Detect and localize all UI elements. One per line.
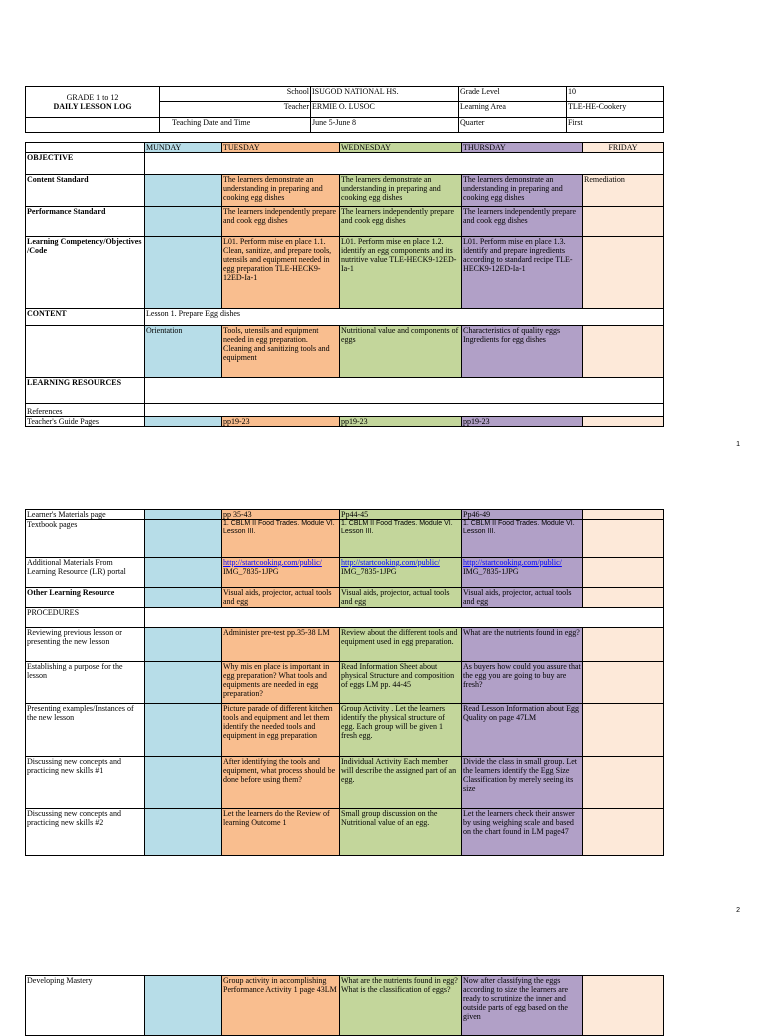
objective-blank [145,153,664,175]
day-friday: FRIDAY [583,143,664,153]
learners-materials-label: Learner's Materials page [26,510,145,520]
reviewing-tue: Administer pre-test pp.35-38 LM [222,628,340,662]
grade-text: GRADE 1 to 12 [66,93,119,102]
other-resource-tue: Visual aids, projector, actual tools and egg [222,588,340,608]
school-value: ISUGOD NATIONAL HS. [311,87,459,102]
additional-tue [222,558,340,588]
competency-thu: L01. Perform mise en place 1.3. identify and prepare ingredients according to standard recipe TLE-HECK9-12ED-Ia-1 [462,237,583,309]
presenting-label: Presenting examples/Instances of the new lesson [26,704,145,757]
textbook-wed: 1. CBLM II Food Trades. Module VI. Lesson III. [340,520,462,558]
discussing2-mon [145,809,222,856]
content-wed: Nutritional value and components of eggs [340,326,462,378]
teacher-label: Teacher [160,102,311,118]
presenting-fri [583,704,664,757]
content-fri [583,326,664,378]
page-number-2 [736,907,740,914]
discussing1-label: Discussing new concepts and practicing new skills #1 [26,757,145,809]
content-row-blank [26,326,145,378]
mastery-thu: Now after classifying the eggs according to size the learners are ready to scrutinize the inner and outside parts of egg based on the given [462,976,583,1036]
mastery-fri [583,976,664,1036]
content-mon: Orientation [145,326,222,378]
blank-header-cell [26,118,160,133]
mastery-wed: What are the nutrients found in egg? What is the classification of eggs? [340,976,462,1036]
quarter-label: Quarter [459,118,567,133]
textbook-tue: 1. CBLM II Food Trades. Module VI. Lesson III. [222,520,340,558]
references-label: References [26,404,145,417]
page-number-1 [736,441,740,448]
grade-level-label: Grade Level [459,87,567,102]
day-header-blank [26,143,145,153]
purpose-tue: Why mis en place is important in egg preparation? What tools and equipments are needed in egg preparation? [222,662,340,704]
grade-label [26,87,160,118]
additional-tue-file: IMG_7835-1JPG [223,567,279,576]
discussing2-wed: Small group discussion on the Nutritional value of an egg. [340,809,462,856]
discussing2-fri [583,809,664,856]
competency-tue: L01. Perform mise en place 1.1. Clean, sanitize, and prepare tools, utensils and equipment needed in egg preparation TLE-HECK9-12ED-Ia-1 [222,237,340,309]
lesson-table-page3 [25,975,664,1036]
learners-materials-thu: Pp46-49 [462,510,583,520]
additional-thu-link[interactable]: http://startcooking.com/public/ [463,558,562,567]
discussing2-thu: Let the learners check their answer by using weighing scale and based on the chart found in LM page47 [462,809,583,856]
content-standard-label: Content Standard [26,175,145,207]
mastery-label: Developing Mastery [26,976,145,1036]
quarter-value: First [567,118,664,133]
other-resource-thu: Visual aids, projector, actual tools and egg [462,588,583,608]
procedures-blank [145,608,664,628]
learners-materials-fri [583,510,664,520]
day-wednesday: WEDNESDAY [340,143,462,153]
learners-materials-mon [145,510,222,520]
performance-standard-mon [145,207,222,237]
teachers-guide-mon [145,417,222,427]
performance-standard-thu: The learners independently prepare and cook egg dishes [462,207,583,237]
other-resource-mon [145,588,222,608]
additional-fri [583,558,664,588]
content-standard-fri: Remediation [583,175,664,207]
additional-thu [462,558,583,588]
other-resource-label: Other Learning Resource [26,588,145,608]
presenting-mon [145,704,222,757]
grade-level-value: 10 [567,87,664,102]
date-label: Teaching Date and Time [160,118,311,133]
presenting-tue: Picture parade of different kitchen tools and equipment and let them identify the needed tools and equipment in egg preparation [222,704,340,757]
competency-fri [583,237,664,309]
teachers-guide-label: Teacher's Guide Pages [26,417,145,427]
log-title: DAILY LESSON LOG [53,102,132,111]
content-standard-tue: The learners demonstrate an understanding in preparing and cooking egg dishes [222,175,340,207]
textbook-mon [145,520,222,558]
performance-standard-tue: The learners independently prepare and cook egg dishes [222,207,340,237]
content-standard-wed: The learners demonstrate an understanding in preparing and cooking egg dishes [340,175,462,207]
purpose-fri [583,662,664,704]
additional-mon [145,558,222,588]
learning-resources-blank [145,378,664,404]
learning-resources-heading: LEARNING RESOURCES [26,378,145,404]
content-tue: Tools, utensils and equipment needed in egg preparation. Cleaning and sanitizing tools and equipment [222,326,340,378]
mastery-mon [145,976,222,1036]
day-tuesday: TUESDAY [222,143,340,153]
other-resource-fri [583,588,664,608]
header-table [25,86,664,133]
additional-tue-link[interactable]: http://startcooking.com/public/ [223,558,322,567]
discussing2-tue: Let the learners do the Review of learning Outcome 1 [222,809,340,856]
reviewing-mon [145,628,222,662]
reviewing-thu: What are the nutrients found in egg? [462,628,583,662]
textbook-thu: 1. CBLM II Food Trades. Module VI. Lesson III. [462,520,583,558]
performance-standard-wed: The learners independently prepare and cook egg dishes [340,207,462,237]
content-label: CONTENT [26,309,145,326]
day-monday: MUNDAY [145,143,222,153]
competency-wed: L01. Perform mise en place 1.2. identify an egg components and its nutritive value TLE-HECK9-12ED-Ia-1 [340,237,462,309]
additional-wed-link[interactable]: http://startcooking.com/public/ [341,558,440,567]
additional-label: Additional Materials From Learning Resource (LR) portal [26,558,145,588]
textbook-fri [583,520,664,558]
reviewing-fri [583,628,664,662]
content-standard-thu: The learners demonstrate an understanding in preparing and cooking egg dishes [462,175,583,207]
additional-thu-file: IMG_7835-1JPG [463,567,519,576]
school-label: School [160,87,311,102]
discussing1-mon [145,757,222,809]
teachers-guide-wed: pp19-23 [340,417,462,427]
mastery-tue: Group activity in accomplishing Performance Activity 1 page 43LM [222,976,340,1036]
additional-wed-file: IMG_7835-1JPG [341,567,397,576]
page-number-1-text: 1 [736,441,740,448]
content-lesson: Lesson 1. Prepare Egg dishes [145,309,664,326]
performance-standard-fri [583,207,664,237]
performance-standard-label: Performance Standard [26,207,145,237]
teacher-value: ERMIE O. LUSOC [311,102,459,118]
discussing1-tue: After identifying the tools and equipment, what process should be done before using them? [222,757,340,809]
procedures-heading: PROCEDURES [26,608,145,628]
learners-materials-wed: Pp44-45 [340,510,462,520]
day-thursday: THURSDAY [462,143,583,153]
purpose-wed: Read Information Sheet about physical Structure and composition of eggs LM pp. 44-45 [340,662,462,704]
learners-materials-tue: pp 35-43 [222,510,340,520]
content-standard-mon [145,175,222,207]
other-resource-wed: Visual aids, projector, actual tools and egg [340,588,462,608]
objective-heading: OBJECTIVE [26,153,145,175]
additional-wed [340,558,462,588]
references-blank [145,404,664,417]
competency-label: Learning Competency/Objectives /Code [26,237,145,309]
teachers-guide-thu: pp19-23 [462,417,583,427]
purpose-mon [145,662,222,704]
purpose-thu: As buyers how could you assure that the egg you are going to buy are fresh? [462,662,583,704]
discussing1-thu: Divide the class in small group. Let the learners identify the Egg Size Classification by merely seeing its size [462,757,583,809]
lesson-table-page2 [25,509,664,856]
content-thu: Characteristics of quality eggs Ingredients for egg dishes [462,326,583,378]
textbook-label: Textbook pages [26,520,145,558]
discussing2-label: Discussing new concepts and practicing new skills #2 [26,809,145,856]
reviewing-label: Reviewing previous lesson or presenting the new lesson [26,628,145,662]
learning-area-value: TLE-HE-Cookery [567,102,664,118]
learning-area-label: Learning Area [459,102,567,118]
discussing1-fri [583,757,664,809]
presenting-wed: Group Activity . Let the learners identify the physical structure of egg. Each group will be given 1 fresh egg. [340,704,462,757]
presenting-thu: Read Lesson Information about Egg Quality on page 47LM [462,704,583,757]
teachers-guide-tue: pp19-23 [222,417,340,427]
lesson-table-page1 [25,142,664,427]
discussing1-wed: Individual Activity Each member will describe the assigned part of an egg. [340,757,462,809]
purpose-label: Establishing a purpose for the lesson [26,662,145,704]
reviewing-wed: Review about the different tools and equipment used in egg preparation. [340,628,462,662]
competency-mon [145,237,222,309]
teachers-guide-fri [583,417,664,427]
page-number-2-text: 2 [736,907,740,914]
date-value: June 5-June 8 [311,118,459,133]
